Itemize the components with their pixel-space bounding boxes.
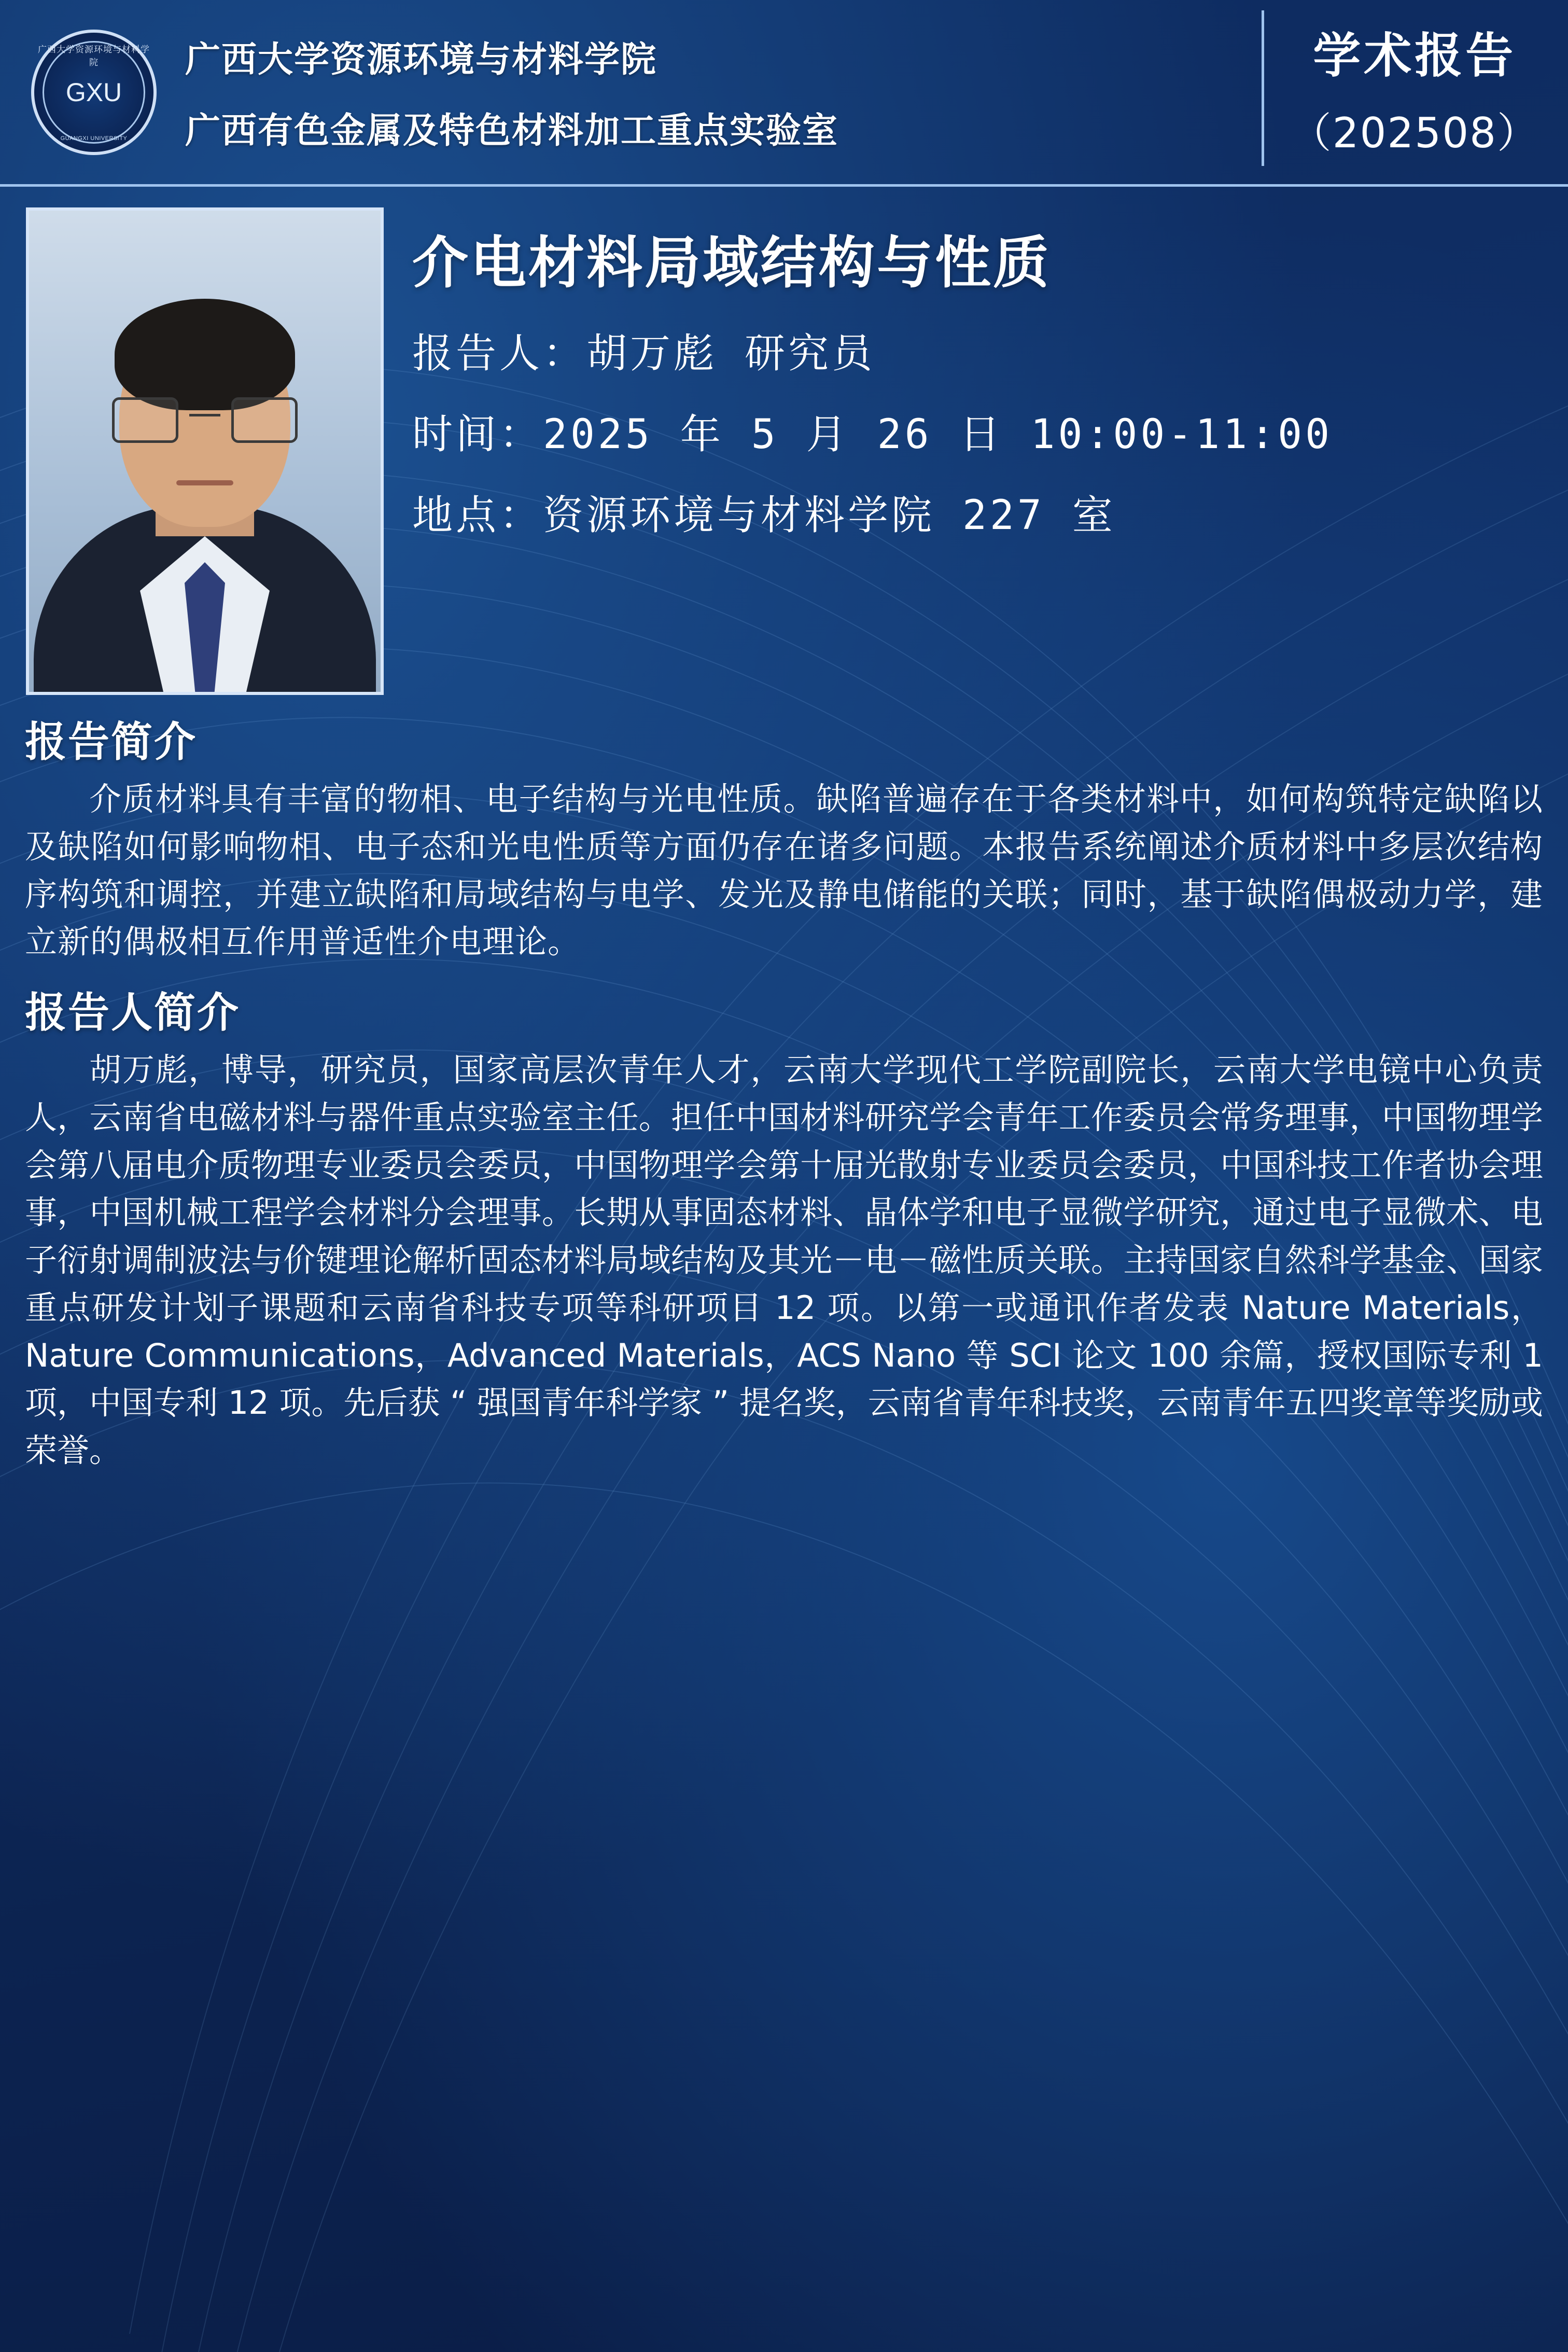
talk-meta-row (0, 187, 1568, 695)
university-emblem-icon (31, 30, 157, 155)
talk-speaker: 报告人：胡万彪 研究员 (412, 330, 875, 377)
talk-place: 地点：资源环境与材料学院 227 室 (412, 492, 1116, 539)
bio-section (0, 979, 1568, 1474)
report-badge-number: （202508） (1290, 108, 1539, 157)
speaker-photo (26, 207, 384, 695)
poster-header (0, 0, 1568, 187)
emblem-top-text: 广西大学资源环境与材料学院 (38, 44, 150, 67)
header-line-lab: 广西有色金属及特色材料加工重点实验室 (185, 110, 839, 151)
abstract-section (0, 708, 1568, 966)
emblem-mark: GXU (65, 77, 122, 107)
bio-heading: 报告人简介 (25, 989, 240, 1037)
emblem-bottom-text: GUANGXI UNIVERSITY (60, 135, 128, 142)
header-line-college: 广西大学资源环境与材料学院 (185, 39, 657, 80)
abstract-body: 介质材料具有丰富的物相、电子结构与光电性质。缺陷普遍存在于各类材料中，如何构筑特定缺陷以及缺陷如何影响物相、电子态和光电性质等方面仍存在诸多问题。本报告系统阐述介质材料中多层次结构序构筑和调控，并建立缺陷和局域结构与电学、发光及静电储能的关联；同时，基于缺陷偶极动力学，建立新的偶极相互作用普适性介电理论。 (25, 780, 1543, 961)
talk-meta-text (412, 207, 1333, 695)
header-titles (185, 32, 838, 153)
bio-body: 胡万彪，博导，研究员，国家高层次青年人才，云南大学现代工学院副院长，云南大学电镜中心负责人，云南省电磁材料与器件重点实验室主任。担任中国材料研究学会青年工作委员会常务理事，中国物理学会第八届电介质物理专业委员会委员，中国物理学会第十届光散射专业委员会委员，中国科技工作者协会理事，中国机械工程学会材料分会理事。长期从事固态材料、晶体学和电子显微学研究，通过电子显微术、电子衍射调制波法与价键理论解析固态材料局域结构及其光－电－磁性质关联。主持国家自然科学基金、国家重点研发计划子课题和云南省科技专项等科研项目 12 项。以第一或通讯作者发表 Nature Materials，Nature Communications，Advanced Materials，ACS Nano 等 SCI 论文 100 余篇，授权国际专利 1 项，中国专利 12 项。先后获 “ 强国青年科学家 ” 提名奖，云南省青年科技奖，云南青年五四奖章等奖励或荣誉。 (25, 1051, 1543, 1469)
report-badge (1262, 10, 1539, 166)
abstract-heading: 报告简介 (25, 718, 197, 766)
report-badge-title: 学术报告 (1313, 27, 1517, 83)
talk-title: 介电材料局域结构与性质 (412, 231, 1052, 296)
talk-time: 时间：2025 年 5 月 26 日 10:00-11:00 (412, 411, 1333, 458)
